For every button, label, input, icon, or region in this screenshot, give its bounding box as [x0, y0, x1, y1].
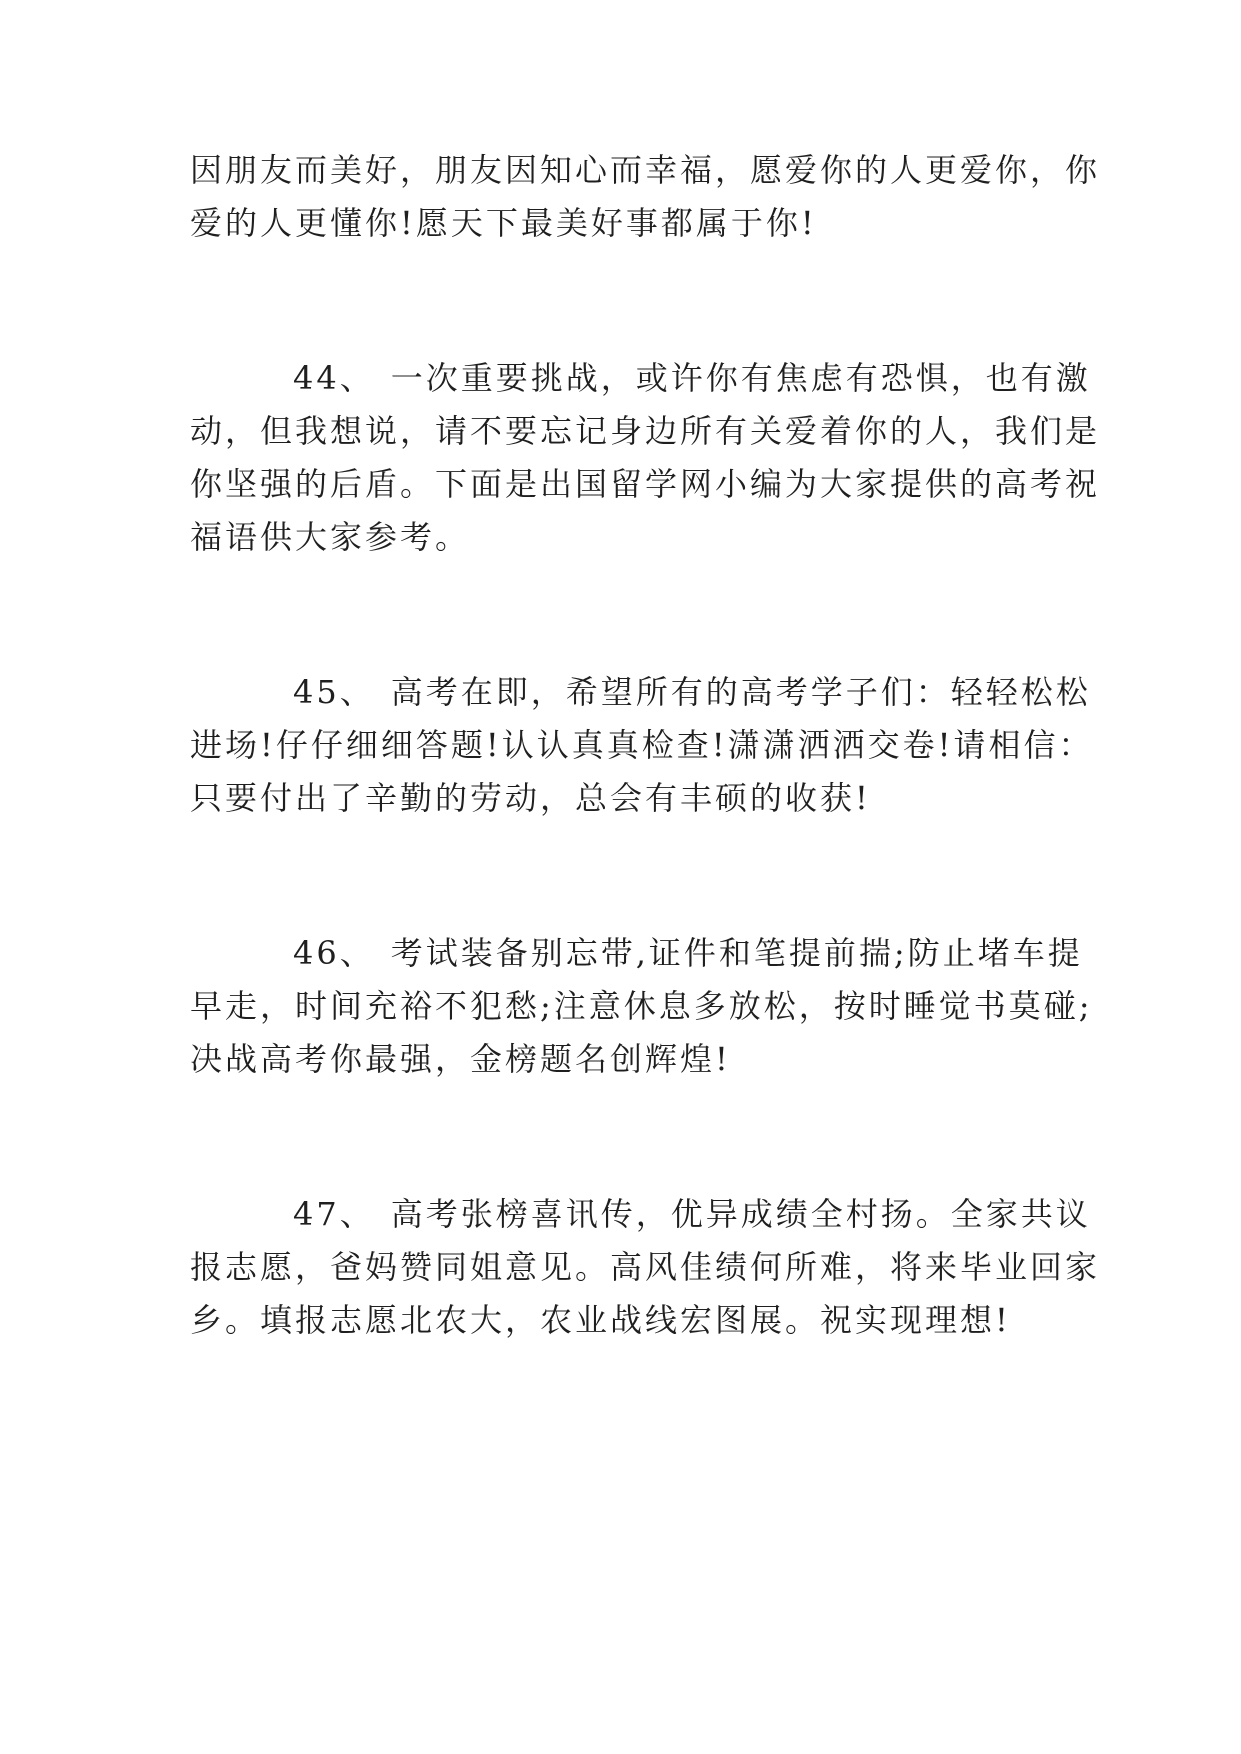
item-46-first-line [293, 933, 1173, 973]
item-45-first-line [293, 672, 1173, 712]
item-46-line-3: 决战高考你最强，金榜题名创辉煌! [190, 1040, 731, 1078]
item-44-line-2: 动，但我想说，请不要忘记身边所有关爱着你的人，我们是 [190, 412, 1101, 450]
item-number: 46、 [293, 934, 375, 972]
item-number: 44、 [293, 359, 375, 397]
item-44-first-line [293, 358, 1173, 398]
item-46-line-2: 早走，时间充裕不犯愁;注意休息多放松，按时睡觉书莫碰; [190, 987, 1093, 1025]
intro-line-1: 因朋友而美好，朋友因知心而幸福，愿爱你的人更爱你，你 [190, 151, 1101, 189]
item-text: 高考在即，希望所有的高考学子们：轻轻松松 [390, 673, 1091, 711]
item-text: 一次重要挑战，或许你有焦虑有恐惧，也有激 [390, 359, 1091, 397]
item-number: 45、 [293, 673, 375, 711]
item-44-line-4: 福语供大家参考。 [190, 518, 471, 556]
item-47-line-3: 乡。填报志愿北农大，农业战线宏图展。祝实现理想! [190, 1301, 1011, 1339]
intro-line-2: 爱的人更懂你!愿天下最美好事都属于你! [190, 204, 817, 242]
item-45-line-3: 只要付出了辛勤的劳动，总会有丰硕的收获! [190, 779, 871, 817]
item-text: 考试装备别忘带,证件和笔提前揣;防止堵车提 [390, 934, 1083, 972]
item-47-first-line [293, 1194, 1173, 1234]
item-45-line-2: 进场!仔仔细细答题!认认真真检查!潇潇洒洒交卷!请相信： [190, 726, 1094, 764]
item-47-line-2: 报志愿，爸妈赞同姐意见。高风佳绩何所难，将来毕业回家 [190, 1248, 1101, 1286]
item-number: 47、 [293, 1195, 375, 1233]
item-text: 高考张榜喜讯传，优异成绩全村扬。全家共议 [390, 1195, 1091, 1233]
item-44-line-3: 你坚强的后盾。下面是出国留学网小编为大家提供的高考祝 [190, 465, 1101, 503]
